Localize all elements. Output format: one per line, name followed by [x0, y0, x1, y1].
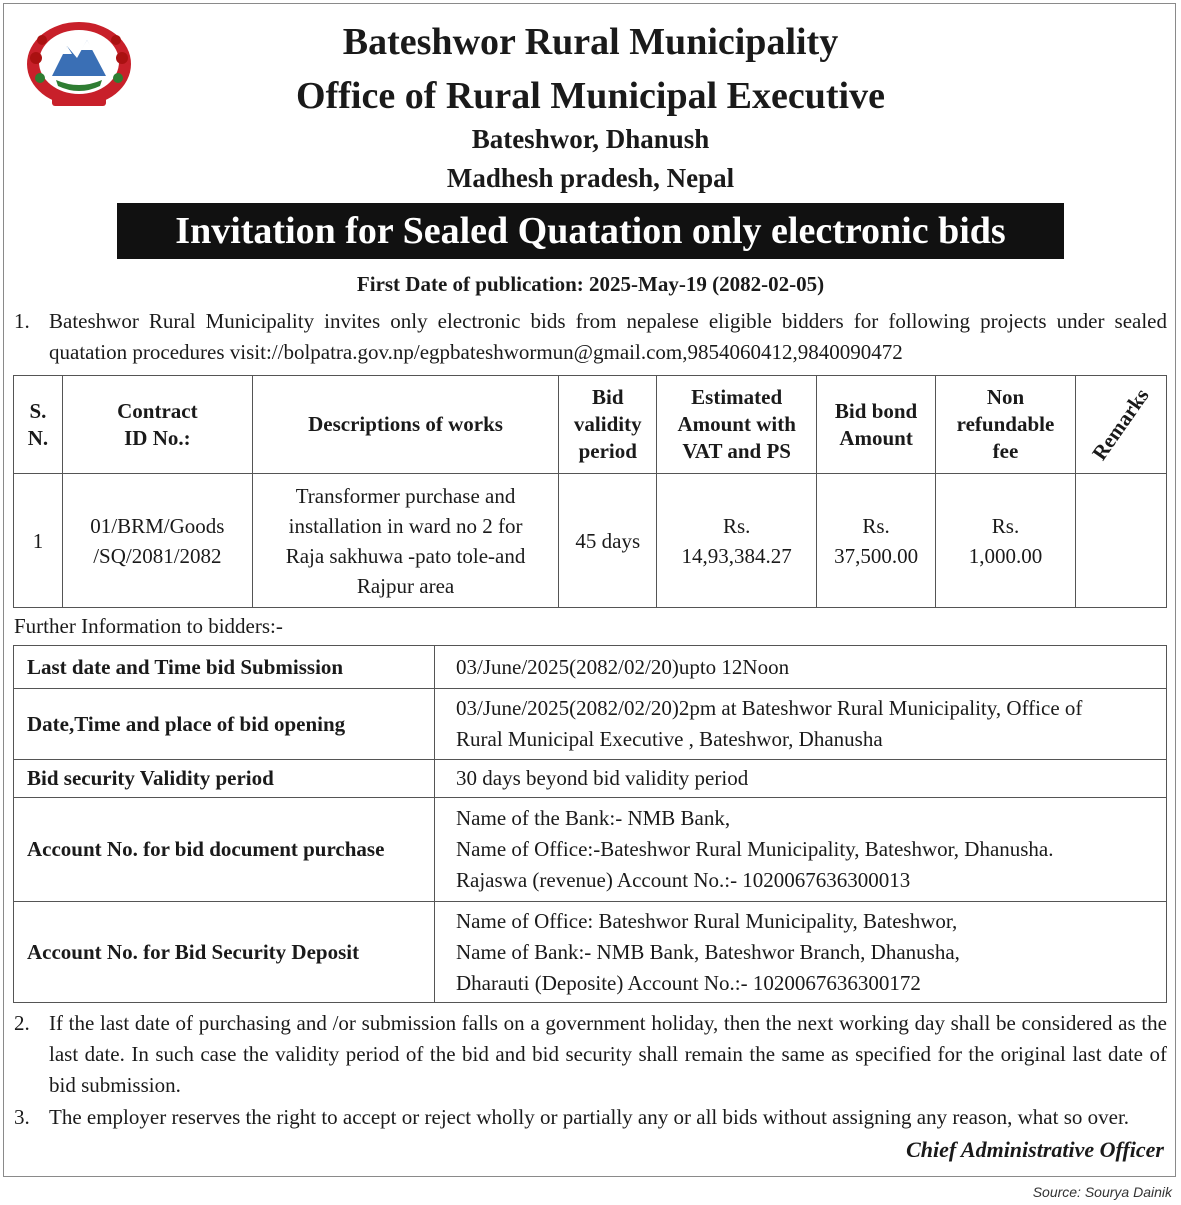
paragraph-text: If the last date of purchasing and /or submission falls on a government holiday, then the next working day shall be considered as the last date. In such case the validity period of the bid and bid security shall remain the same as specified for the original last date of bid submission.	[49, 1011, 1167, 1097]
table-row	[14, 646, 1167, 689]
header-contract-id: Contract ID No.:	[62, 376, 252, 474]
header-description: Descriptions of works	[252, 376, 559, 474]
header-fee: Non refundable fee	[936, 376, 1076, 474]
cell-remarks	[1075, 474, 1166, 608]
municipality-name: Bateshwor Rural Municipality	[342, 21, 839, 63]
info-value: 30 days beyond bid validity period	[435, 760, 1167, 798]
office-name: Office of Rural Municipal Executive	[296, 75, 885, 117]
cell-description: Transformer purchase and installation in ward no 2 for Raja sakhuwa -pato tole-and Rajpur area	[252, 474, 559, 608]
info-value: Name of the Bank:- NMB Bank, Name of Office:-Bateshwor Rural Municipality, Bateshwor, Dhanusha. Rajaswa (revenue) Account No.:- 1020067636300013	[435, 798, 1167, 902]
cell-sn: 1	[14, 474, 63, 608]
paragraph-text: Bateshwor Rural Municipality invites only electronic bids from nepalese eligible bidders for following projects under sealed quatation procedures visit://bolpatra.gov.np/egpbateshwormun@gmail.com,9854060412,9840090472	[49, 309, 1167, 364]
info-value: 03/June/2025(2082/02/20)upto 12Noon	[435, 646, 1167, 689]
further-info-heading: Further Information to bidders:-	[14, 614, 283, 638]
paragraph-number: 3.	[14, 1105, 30, 1129]
info-value: 03/June/2025(2082/02/20)2pm at Bateshwor Rural Municipality, Office of Rural Municipal Executive , Bateshwor, Dhanusha	[435, 689, 1167, 760]
header-sn: S. N.	[14, 376, 63, 474]
table-header-row	[14, 376, 1167, 474]
paragraph-text: The employer reserves the right to accept or reject wholly or partially any or all bids without assigning any reason, what so over.	[49, 1105, 1130, 1129]
header-remarks: Remarks	[1075, 376, 1166, 474]
info-key: Last date and Time bid Submission	[14, 646, 435, 689]
bid-info-table	[13, 645, 1167, 1003]
paragraph-number: 1.	[14, 309, 30, 333]
table-row	[14, 798, 1167, 902]
info-value: Name of Office: Bateshwor Rural Municipality, Bateshwor, Name of Bank:- NMB Bank, Bateshwor Branch, Dhanusha, Dharauti (Deposite) Account No.:- 1020067636300172	[435, 902, 1167, 1003]
notice-title-banner: Invitation for Sealed Quatation only electronic bids	[117, 203, 1064, 259]
paragraph-number: 2.	[14, 1011, 30, 1035]
office-location: Bateshwor, Dhanush	[471, 124, 710, 154]
header-bid-validity: Bid validity period	[559, 376, 657, 474]
cell-estimated-amount: Rs. 14,93,384.27	[657, 474, 817, 608]
table-row	[14, 689, 1167, 760]
info-key: Account No. for Bid Security Deposit	[14, 902, 435, 1003]
header-bid-bond: Bid bond Amount	[817, 376, 936, 474]
cell-fee: Rs. 1,000.00	[936, 474, 1076, 608]
paragraph-2	[14, 1008, 1167, 1101]
projects-table	[13, 375, 1167, 608]
publication-date: First Date of publication: 2025-May-19 (2082-02-05)	[356, 272, 825, 296]
source-credit: Source: Sourya Dainik	[1032, 1184, 1172, 1200]
info-key: Bid security Validity period	[14, 760, 435, 798]
table-row	[14, 902, 1167, 1003]
paragraph-1	[14, 306, 1167, 368]
cell-contract-id: 01/BRM/Goods /SQ/2081/2082	[62, 474, 252, 608]
office-province: Madhesh pradesh, Nepal	[446, 163, 735, 193]
cell-bid-bond: Rs. 37,500.00	[817, 474, 936, 608]
header-estimated-amount: Estimated Amount with VAT and PS	[657, 376, 817, 474]
info-key: Date,Time and place of bid opening	[14, 689, 435, 760]
signature-title: Chief Administrative Officer	[906, 1137, 1164, 1162]
table-row	[14, 760, 1167, 798]
cell-bid-validity: 45 days	[559, 474, 657, 608]
paragraph-3	[14, 1102, 1167, 1133]
info-key: Account No. for bid document purchase	[14, 798, 435, 902]
table-row	[14, 474, 1167, 608]
